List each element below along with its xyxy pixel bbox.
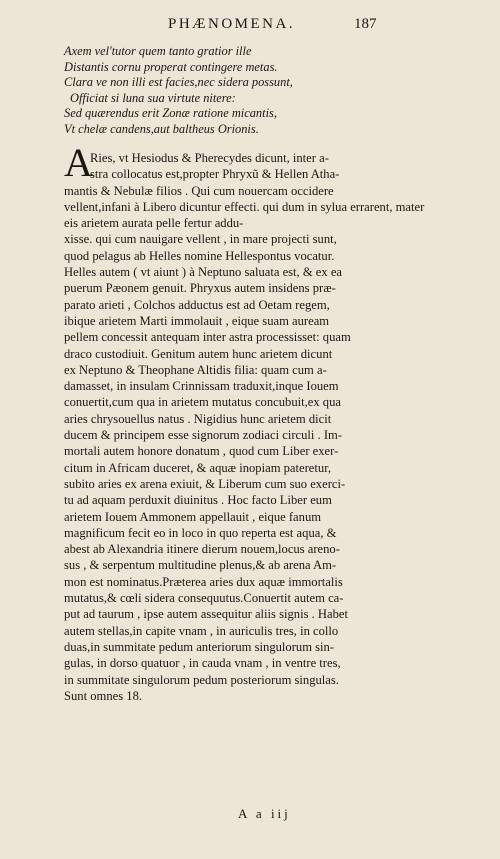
- prose-line: mutatus,& cœli sidera consequutus.Conuertit autem ca-: [64, 591, 344, 606]
- prose-line: draco custodiuit. Genitum autem hunc arietem dicunt: [64, 346, 333, 361]
- prose-line: vellent,infani à Libero dicuntur effecti. qui dum in sylua errarent, mater eis arietem aurata pelle fertur addu-: [64, 199, 425, 231]
- prose-paragraph: [64, 150, 440, 704]
- prose-line: tu ad aquam perduxit diuinitus . Hoc facto Liber eum: [64, 493, 332, 508]
- page-header: [0, 16, 500, 38]
- prose-line: damasset, in insulam Crinnissam traduxit,inque Iouem: [64, 379, 339, 394]
- prose-line: stra collocatus est,propter Phryxũ & Hellen Atha-: [90, 167, 340, 182]
- prose-line: magnificum fecit eo in loco in quo reperta est aqua, &: [64, 525, 337, 540]
- prose-line: Ries, vt Hesiodus & Pherecydes dicunt, inter a-: [90, 151, 329, 165]
- drop-cap-initial: A: [64, 140, 93, 185]
- prose-line: conuertit,cum qua in arietem mutatus concubuit,ex qua: [64, 395, 341, 410]
- prose-line: puerum Pæonem genuit. Phryxus autem insidens præ-: [64, 281, 336, 296]
- prose-line: quod pelagus ab Helles nomine Hellespontus vocatur.: [64, 248, 335, 263]
- verse-block: [64, 44, 444, 138]
- prose-line: in summitate singulorum pedum posteriorum singulas.: [64, 672, 339, 687]
- prose-line: put ad taurum , ipse autem assequitur aliis signis . Habet: [64, 607, 349, 622]
- prose-line: Sunt omnes 18.: [64, 688, 143, 703]
- prose-line: pellem concessit antequam inter astra processisset: quam: [64, 330, 351, 345]
- prose-line: autem stellas,in capite vnam , in auriculis tres, in collo: [64, 623, 339, 638]
- prose-line: Helles autem ( vt aiunt ) à Neptuno saluata est, & ex ea: [64, 265, 343, 280]
- prose-line: abest ab Alexandria itinere dierum nouem,locus areno-: [64, 542, 340, 557]
- prose-line: sus , & serpentum multitudine plenus,& ab arena Am-: [64, 558, 337, 573]
- prose-line: gulas, in dorso quatuor , in cauda vnam , in ventre tres,: [64, 656, 341, 671]
- verse-line: Sed quærendus erit Zonæ ratione micantis,: [64, 106, 277, 121]
- signature-mark: A a iij: [238, 806, 291, 821]
- verse-line: Clara ve non illi est facies,nec sidera possunt,: [64, 75, 293, 90]
- prose-line: parato arieti , Colchos adductus est ad Oetam regem,: [64, 297, 330, 312]
- prose-line: arietem Iouem Ammonem appellauit , eique fanum: [64, 509, 322, 524]
- prose-line: ex Neptuno & Theophane Altidis filia: quam cum a-: [64, 362, 327, 377]
- prose-line: citum in Africam duceret, & aquæ inopiam pateretur,: [64, 460, 332, 475]
- prose-line: ibique arietem Marti immolauit , eique suam auream: [64, 313, 330, 328]
- prose-line: subito aries ex arena exiuit, & Liberum cum suo exerci-: [64, 476, 346, 491]
- running-title: PHÆNOMENA.: [168, 16, 296, 32]
- prose-line: mon est nominatus.Præterea aries dux aquæ immortalis: [64, 574, 343, 589]
- prose-line: mantis & Nebulæ filios . Qui cum nouercam occidere: [64, 183, 334, 198]
- prose-line: duas,in summitate pedum anteriorum singulorum sin-: [64, 639, 335, 654]
- prose-line: mortali autem honore donatum , quod cum Liber exer-: [64, 444, 339, 459]
- prose-line: ducem & principem esse signorum zodiaci circuli . Im-: [64, 428, 343, 443]
- verse-line: Axem vel'tutor quem tanto gratior ille: [64, 44, 252, 58]
- verse-line: Vt chelæ candens,aut baltheus Orionis.: [64, 121, 259, 136]
- verse-line: Officiat si luna sua virtute nitere:: [70, 90, 236, 105]
- prose-line: aries chrysouellus natus . Nigidius hunc arietem dicit: [64, 411, 332, 426]
- prose-line: xisse. qui cum nauigare vellent , in mare projecti sunt,: [64, 232, 337, 247]
- verse-line: Distantis cornu properat contingere metas.: [64, 59, 278, 74]
- page-number: 187: [354, 16, 377, 32]
